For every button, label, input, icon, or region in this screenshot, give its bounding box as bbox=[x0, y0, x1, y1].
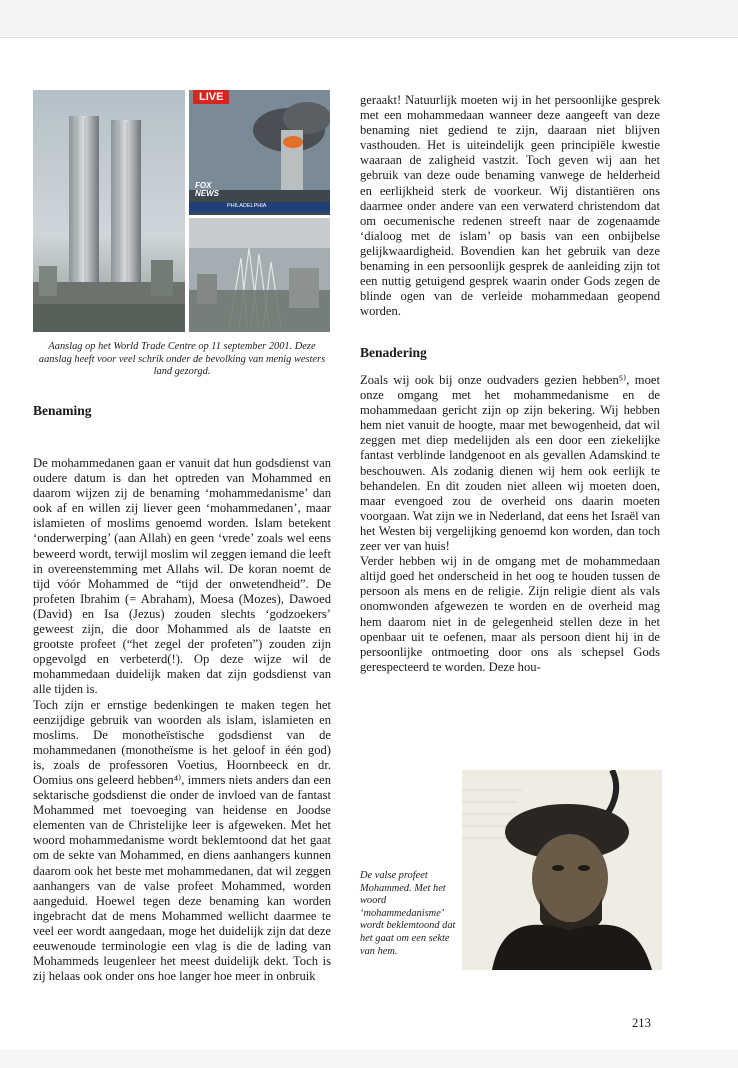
portrait-engraving bbox=[462, 770, 662, 970]
right-column-continuation bbox=[360, 93, 660, 319]
top-scan-band bbox=[0, 0, 738, 36]
ruins-photo bbox=[189, 218, 330, 332]
fox-badge-line1: FOX bbox=[195, 181, 212, 190]
bottom-scan-band bbox=[0, 1050, 738, 1068]
live-badge: LIVE bbox=[193, 90, 229, 104]
news-ticker: PHILADELPHIA bbox=[227, 203, 267, 209]
wtc-caption: Aanslag op het World Trade Centre op 11 september 2001. Deze aanslag heeft voor veel schrik onder de bevolking van menig westers land gezorgd. bbox=[38, 341, 326, 378]
paragraph: Toch zijn er ernstige bedenkingen te maken tegen het eenzijdige gebruik van woorden als islam, islamieten en moslims. De monotheïstische godsdienst van de mohammedanen (monotheïsme is het geloof in één god) is, zoals de professoren Voetius, Hoornbeeck en dr. Oomius ons geleerd hebben⁴⁾, immers niets anders dan een sektarische godsdienst die onder de invloed van de fantast Mohammed met toevoeging van heidense en Joodse elementen van de Christelijke leer is afgeweken. Met het woord mohammedanisme wordt beklemtoond dat het gaat om de sekte van Mohammed, en diens aanhangers kunnen daarom ook het beste met mohammedanen, dat wil zeggen aanhangers van de valse profeet Mohammed, worden aangeduid. Hoewel tegen deze benaming kan worden ingebracht dat de mens Mohammed wellicht daarmee te veel eer wordt aangedaan, moge het duidelijk zijn dat deze eeuwenoude terminologie een vlag is die de lading van Mohammeds leugenleer het meest duidelijk dekt. Toch is zij helaas ook onder ons hoe langer hoe meer in onbruik bbox=[33, 697, 331, 984]
left-column-text bbox=[33, 456, 331, 984]
twin-towers-image bbox=[33, 90, 185, 332]
paragraph: geraakt! Natuurlijk moeten wij in het persoonlijke gesprek met een mohammedaan wanneer deze aangeeft van deze benaming niet gediend te zijn, daaraan niet blijven vasthouden. Het is uiteindelijk geen principiële kwestie waaraan de zaligheid vastzit. Toch geven wij aan het gebruik van deze oude benaming vanwege de helderheid en eerlijkheid sterk de voorkeur. Wij distantiëren ons daarmee onder andere van een verwaterd christendom dat om oecumenische redenen streeft naar de zogenaamde ‘dialoog met de islam’ op basis van een onbijbelse gelijkwaardigheid. Bovendien kan het gebruik van deze benaming in een persoonlijk gesprek de aanleiding zijn tot een nuttig getuigend gesprek waarin onder Gods zegen de blinde ogen van de verleide mohammedaan geopend worden. bbox=[360, 93, 660, 319]
burning-tower-photo bbox=[189, 90, 330, 215]
right-column-text bbox=[360, 373, 660, 675]
fox-badge-line2: NEWS bbox=[195, 189, 219, 198]
ruins-image bbox=[189, 218, 330, 332]
portrait-caption: De valse profeet Mohammed. Met het woord ‘mohammedanisme’ wordt beklemtoond dat het gaat om een sekte van hem. bbox=[360, 870, 456, 957]
twin-towers-photo bbox=[33, 90, 185, 332]
paragraph: De mohammedanen gaan er vanuit dat hun godsdienst van oudere datum is dan het optreden van Mohammed en daarom wijzen zij de benaming ‘mohammedanisme’ dan ook af en willen zij liever geen ‘mohammedanen’, maar islamieten of moslims genoemd worden. Islam betekent ‘onderwerping’ (aan Allah) en geen ‘vrede’ zoals wel eens beweerd wordt, terwijl moslim wil zeggen iemand die leeft in overeenstemming met Allahs wil. De koran noemt de tijd vóór Mohammed de “tijd der onwetendheid”. De profeten Ibrahim (= Abraham), Moesa (Mozes), Dawoed (David) en Isa (Jezus) zouden slechts ‘godzoekers’ geweest zijn, die door Mohammed als de laatste en grootste profeet (“het zegel der profeten”) zouden zijn opgevolgd en verbeterd(!). Op deze wijze wil de mohammedaan duidelijk maken dat zijn godsdienst van alle tijden is. bbox=[33, 456, 331, 697]
portrait-image bbox=[462, 770, 662, 970]
section-heading-benadering: Benadering bbox=[360, 345, 427, 360]
top-rule bbox=[0, 37, 738, 38]
page-number: 213 bbox=[632, 1016, 651, 1030]
fox-news-badge bbox=[195, 182, 219, 198]
paragraph: Zoals wij ook bij onze oudvaders gezien hebben⁵⁾, moet onze omgang met het mohammedanisme en de mohammedaan gericht zijn op zijn bekering. Wij hebben hem niet vanuit de hoogte, maar met bewogenheid, dat wil zeggen met diep medelijden als een door een ziekelijke fantast verblinde landgenoot en als gevallen Adamskind te beschouwen. Als zodanig dienen wij hem ook eerlijk te behandelen. En dit zouden niet alleen wij moeten doen, maar evengoed zou de overheid ons daarin moeten voorgaan. Wat zijn we in Nederland, dat eens het Israël van het Westen bij vergelijking genoemd kon worden, dan toch zeer ver van huis! bbox=[360, 373, 660, 554]
paragraph: Verder hebben wij in de omgang met de mohammedaan altijd goed het onderscheid in het oog te houden tussen de persoon als mens en de religie. Zijn religie dient als vals onomwonden afgewezen te worden en de overheid mag hem daarom niet in de gelegenheid stellen deze in het openbaar uit te oefenen, maar als persoon dient hij in de persoonlijke ontmoeting door ons als schepsel Gods gerespecteerd te worden. Deze hou- bbox=[360, 554, 660, 674]
section-heading-benaming: Benaming bbox=[33, 403, 92, 418]
